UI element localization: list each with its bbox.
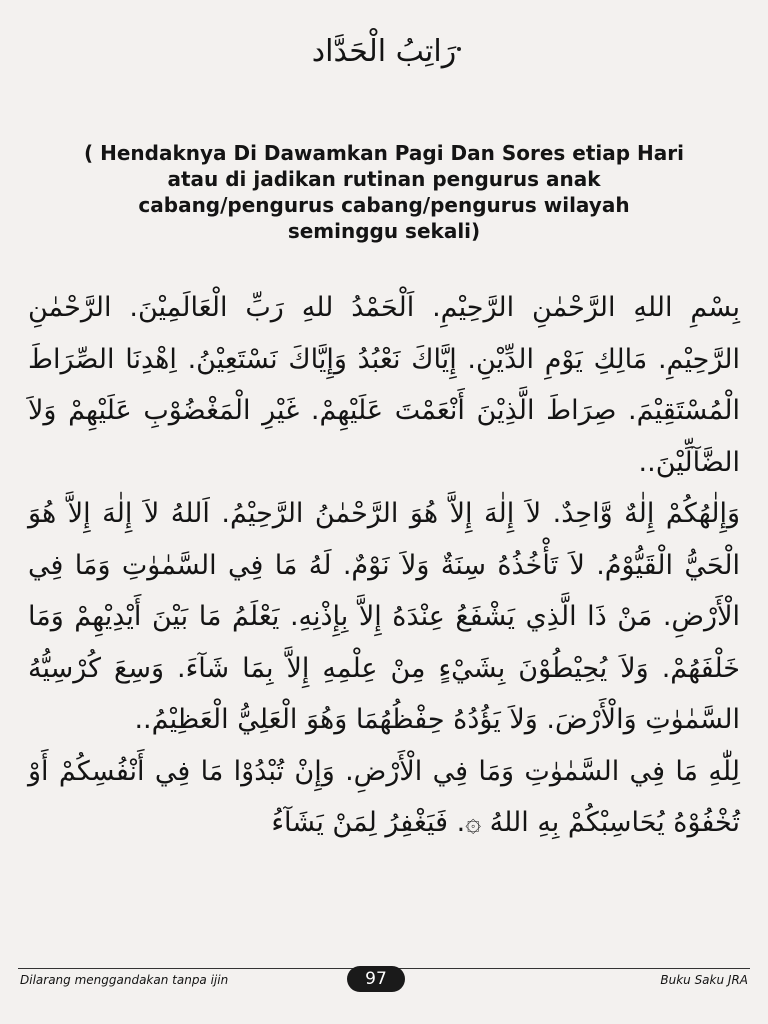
book-title: Buku Saku JRA [660, 973, 748, 987]
paragraph-ayat-kursi: وَإِلٰهُكُمْ إِلٰهٌ وَّاحِدٌ. لاَ إِلٰهَ إِلاَّ هُوَ الرَّحْمٰنُ الرَّحِيْمُ. اَللهُ لاَ إِلٰهَ إِلاَّ هُوَ الْحَيُّ الْقَيُّوْمُ. لاَ تَأْخُذُهُ سِنَةٌ وَلاَ نَوْمٌ. لَهُ مَا فِي السَّمٰوٰتِ وَمَا فِي الْأَرْضِ. مَنْ ذَا الَّذِي يَشْفَعُ عِنْدَهُ إِلاَّ بِإِذْنِهِ. يَعْلَمُ مَا بَيْنَ أَيْدِيْهِمْ وَمَا خَلْفَهُمْ. وَلاَ يُحِيْطُوْنَ بِشَيْءٍ مِنْ عِلْمِهِ إِلاَّ بِمَا شَآءَ. وَسِعَ كُرْسِيُّهُ السَّمٰوٰتِ وَالْأَرْضَ. وَلاَ يَؤُدُهُ حِفْظُهُمَا وَهُوَ الْعَلِيُّ الْعَظِيْمُ.. [28, 498, 740, 735]
paragraph-lillahi: لِلّٰهِ مَا فِي السَّمٰوٰتِ وَمَا فِي الْأَرْضِ. وَإِنْ تُبْدُوْا مَا فِي أَنْفُسِكُمْ أَوْ تُخْفُوْهُ يُحَاسِبْكُمْ بِهِ اللهُ ۞. فَيَغْفِرُ لِمَنْ يَشَآءُ [28, 755, 740, 838]
page-number-badge: 97 [347, 966, 405, 992]
arabic-title: رَاتِبُ الْحَدَّاد [311, 34, 457, 69]
paragraph-fatihah: بِسْمِ اللهِ الرَّحْمٰنِ الرَّحِيْمِ. اَلْحَمْدُ للهِ رَبِّ الْعَالَمِيْنَ. الرَّحْمٰنِ الرَّحِيْمِ. مَالِكِ يَوْمِ الدِّيْنِ. إِيَّاكَ نَعْبُدُ وَإِيَّاكَ نَسْتَعِيْنُ. اِهْدِنَا الصِّرَاطَ الْمُسْتَقِيْمَ. صِرَاطَ الَّذِيْنَ أَنْعَمْتَ عَلَيْهِمْ. غَيْرِ الْمَغْضُوْبِ عَلَيْهِمْ وَلاَ الضَّآلِّيْنَ.. [28, 292, 740, 478]
instruction-subtitle [20, 140, 748, 244]
subtitle-line: cabang/pengurus cabang/pengurus wilayah [138, 193, 630, 217]
arabic-text-body [28, 282, 740, 849]
ink-dot [457, 47, 461, 51]
subtitle-line: atau di jadikan rutinan pengurus anak [167, 167, 601, 191]
subtitle-line: ( Hendaknya Di Dawamkan Pagi Dan Sores etiap Hari [83, 141, 685, 165]
copyright-notice: Dilarang menggandakan tanpa ijin [20, 973, 229, 987]
subtitle-line: seminggu sekali) [287, 219, 481, 243]
